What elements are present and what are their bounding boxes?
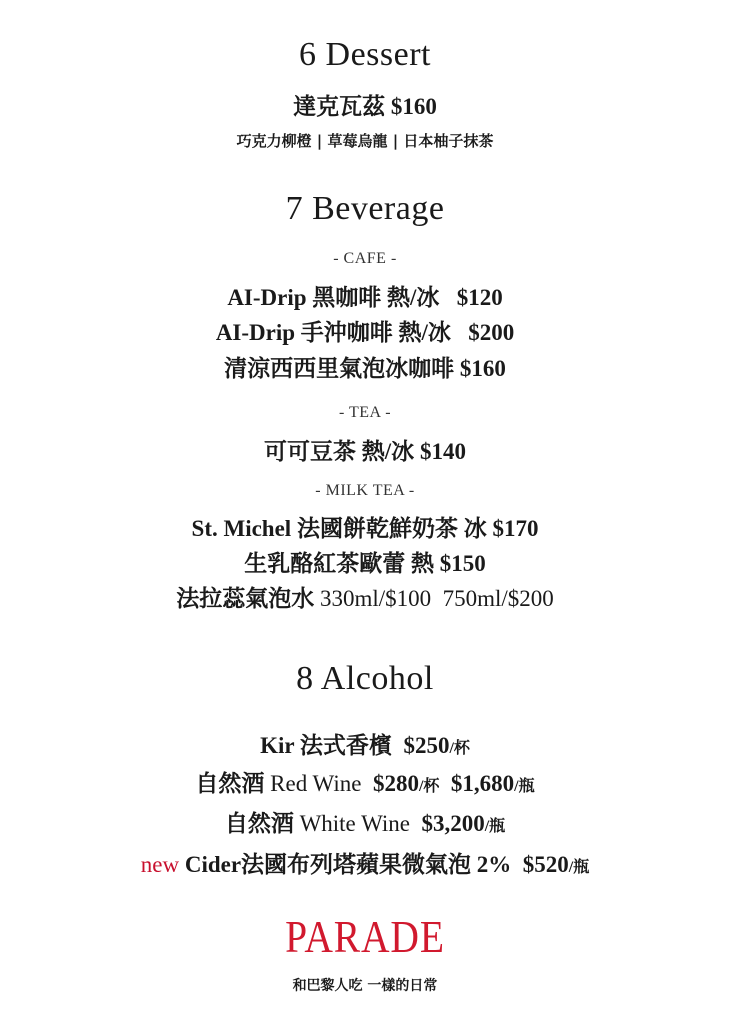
- menu-item-unit: /瓶: [568, 859, 590, 876]
- beverage-heading: 7 Beverage: [285, 190, 445, 227]
- menu-item-name: Kir 法式香檳: [260, 733, 392, 758]
- menu-item-name: 可可豆茶 熱/冰: [264, 439, 415, 464]
- menu-item-white-wine: [0, 805, 730, 838]
- menu-item-price-small: 330ml/$100: [319, 586, 432, 611]
- milktea-label: - MILK TEA -: [315, 482, 415, 499]
- menu-item-glass-unit: /杯: [418, 778, 440, 795]
- menu-item: [0, 314, 730, 347]
- menu-item-name: AI-Drip 手沖咖啡 熱/冰: [215, 320, 451, 345]
- menu-item-name: White Wine: [299, 811, 410, 836]
- menu-item-name: 清涼西西里氣泡冰咖啡: [224, 356, 455, 381]
- alcohol-heading: 8 Alcohol: [296, 660, 434, 697]
- menu-item-price: $140: [419, 439, 466, 464]
- menu-item-price: $160: [459, 356, 506, 381]
- menu-item: [0, 510, 730, 543]
- menu-item-kir: [0, 727, 730, 760]
- menu-item-glass-price: $280: [372, 771, 419, 796]
- menu-item-sparkling-water: [0, 580, 730, 613]
- menu-item-price: $200: [468, 320, 515, 345]
- menu-item-price: $170: [492, 516, 539, 541]
- menu-item-prefix: 自然酒: [195, 771, 265, 796]
- menu-item-price: $150: [439, 551, 486, 576]
- new-badge: new: [140, 852, 180, 877]
- dessert-flavors: 巧克力柳橙 | 草莓烏龍 | 日本柚子抹茶: [236, 132, 494, 150]
- dessert-heading: 6 Dessert: [299, 36, 431, 73]
- menu-item-unit: /瓶: [484, 818, 506, 835]
- menu-item-price: $120: [456, 285, 503, 310]
- menu-item-price: $3,200: [421, 811, 485, 836]
- menu-item-price: $250: [403, 733, 450, 758]
- menu-item-red-wine: [0, 765, 730, 798]
- menu-item: [0, 433, 730, 466]
- menu-item-bottle-unit: /瓶: [514, 778, 535, 795]
- dessert-item-name: 達克瓦茲: [293, 94, 386, 119]
- menu-item-name: Red Wine: [270, 771, 362, 796]
- menu-item-name: 生乳酪紅茶歐蕾 熱: [244, 551, 434, 576]
- dessert-item: [0, 88, 730, 121]
- menu-item-name: AI-Drip 黑咖啡 熱/冰: [227, 285, 440, 310]
- menu-item-price-large: 750ml/$200: [442, 586, 554, 611]
- menu-item-name: Cider法國布列塔蘋果微氣泡 2%: [184, 852, 512, 877]
- menu-item-price: $520: [522, 852, 569, 877]
- menu-item-prefix: 自然酒: [224, 811, 294, 836]
- brand-tagline: 和巴黎人吃 一樣的日常: [292, 978, 438, 994]
- dessert-item-price: $160: [390, 94, 437, 119]
- parade-logo: PARADE: [285, 911, 445, 962]
- menu-item-name: 法拉蕊氣泡水: [176, 586, 315, 611]
- menu-item-unit: /杯: [449, 740, 470, 757]
- menu-item: [0, 350, 730, 383]
- menu-item: [0, 545, 730, 578]
- tea-label: - TEA -: [338, 404, 392, 421]
- menu-item-name: St. Michel 法國餅乾鮮奶茶 冰: [191, 516, 487, 541]
- menu-item-bottle-price: $1,680: [450, 771, 515, 796]
- cafe-label: - CAFE -: [333, 250, 397, 267]
- menu-item-cider: [0, 846, 730, 879]
- menu-item: [0, 279, 730, 312]
